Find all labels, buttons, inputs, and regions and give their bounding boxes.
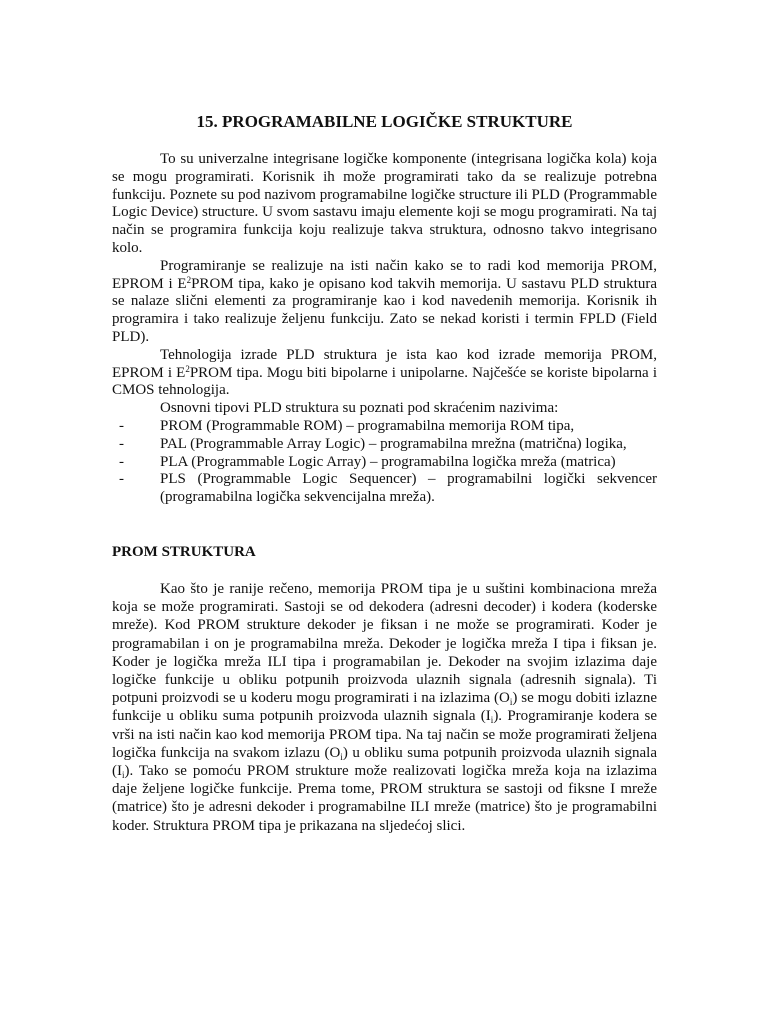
- list-item-text: PLA (Programmable Logic Array) – programabilna logička mreža (matrica): [160, 453, 616, 470]
- subscript: i: [340, 751, 343, 762]
- list-item-text: PROM (Programmable ROM) – programabilna memorija ROM tipa,: [160, 417, 575, 434]
- superscript: 2: [185, 363, 190, 374]
- paragraph-prom: [112, 580, 657, 835]
- prom-section: [112, 580, 657, 835]
- paragraph-text: Tehnologija izrade PLD struktura je ista kao kod izrade memorija PROM, EPROM i E: [112, 346, 657, 381]
- superscript: 2: [186, 274, 192, 285]
- paragraph-technology: [112, 347, 657, 400]
- list-bullet: -: [119, 417, 124, 434]
- paragraph-text: ) u obliku suma potpunih proizvoda ulaznih signala (I: [112, 744, 657, 779]
- paragraph-text: ). Programiranje kodera se vrši na isti način kao kod memorija PROM tipa. Na taj način se može programirati željena logička funkcija na svakom izlazu (O: [112, 708, 657, 761]
- section-heading-prom: PROM STRUKTURA: [112, 543, 256, 560]
- subscript: i: [509, 697, 513, 708]
- list-item-text: PAL (Programmable Array Logic) – programabilna mrežna (matrična) logika,: [160, 435, 627, 452]
- paragraph-text: Kao što je ranije rečeno, memorija PROM tipa je u suštini kombinaciona mreža koja se može programirati. Sastoji se od dekodera (adresni decoder) i kodera (koderske mreže). Kod PROM strukture dekoder je fiksan i ne može se programirati. Koder je programabilan i on je programabilna mreža. Dekoder je logička mreža I tipa i fiksan je. Koder je logička mreža ILI tipa i programabilan je. Dekoder na svojim izlazima daje logičke funkcije u obliku potpunih proizvoda ulaznih signala (adresnih signala). Ti potpuni proizvodi se u koderu mogu programirati i na izlazima (O: [112, 580, 657, 707]
- paragraph-text: PROM tipa, kako je opisano kod takvih memorija. U sastavu PLD struktura se nalaze slični elementi za programiranje kao i kod navedenih memorija. Korisnik ih programira i tako realizuje željenu funkciju. Zato se nekad koristi i termin FPLD (Field PLD).: [112, 275, 658, 345]
- paragraph-types-intro: Osnovni tipovi PLD struktura su poznati pod skraćenim nazivima:: [160, 400, 559, 417]
- subscript: i: [490, 715, 494, 726]
- subscript: i: [122, 769, 125, 780]
- paragraph-programming: [112, 258, 657, 347]
- list-item-text: PLS (Programmable Logic Sequencer) – programabilni logički sekvencer (programabilna logička sekvencijalna mreža).: [160, 471, 657, 506]
- list-item: [112, 418, 657, 436]
- page-title: 15. PROGRAMABILNE LOGIČKE STRUKTURE: [196, 112, 573, 131]
- paragraph-text: Programiranje se realizuje na isti način kako se to radi kod memorija PROM, EPROM i E: [112, 257, 657, 292]
- paragraph-text: PROM tipa. Mogu biti bipolarne i unipolarne. Najčešće se koriste bipolarna i CMOS tehnologija.: [112, 364, 657, 399]
- list-bullet: -: [119, 453, 124, 470]
- list-bullet: -: [119, 435, 124, 452]
- intro-section: [112, 151, 657, 507]
- list-item: [112, 436, 657, 454]
- list-bullet: -: [119, 471, 124, 488]
- paragraph-text: ). Tako se pomoću PROM strukture može realizovati logička mreža koja na izlazima daje željene logičke funkcije. Prema tome, PROM struktura se sastoji od fiksne I mreže (matrice) što je adresni dekoder i programabilne ILI mreže (matrice) što je programabilni koder. Struktura PROM tipa je prikazana na sljedećoj slici.: [112, 762, 657, 834]
- pld-types-list: [112, 418, 657, 507]
- paragraph-text: ) se mogu dobiti izlazne funkcije u obliku suma potpunih proizvoda ulaznih signala (I: [112, 690, 657, 725]
- list-item: [112, 471, 657, 507]
- paragraph-intro: To su univerzalne integrisane logičke komponente (integrisana logička kola) koja se mogu programirati. Korisnik ih može programirati tako da se realizuje potrebna funkciju. Poznete su pod nazivom programabilne logičke structure ili PLD (Programmable Logic Device) structure. U svom sastavu imaju elemente koji se mogu programirati. Na taj način se programira funkcija koju realizuje takva struktura, odnosno takvo integrisano kolo.: [112, 151, 657, 256]
- list-item: [112, 454, 657, 472]
